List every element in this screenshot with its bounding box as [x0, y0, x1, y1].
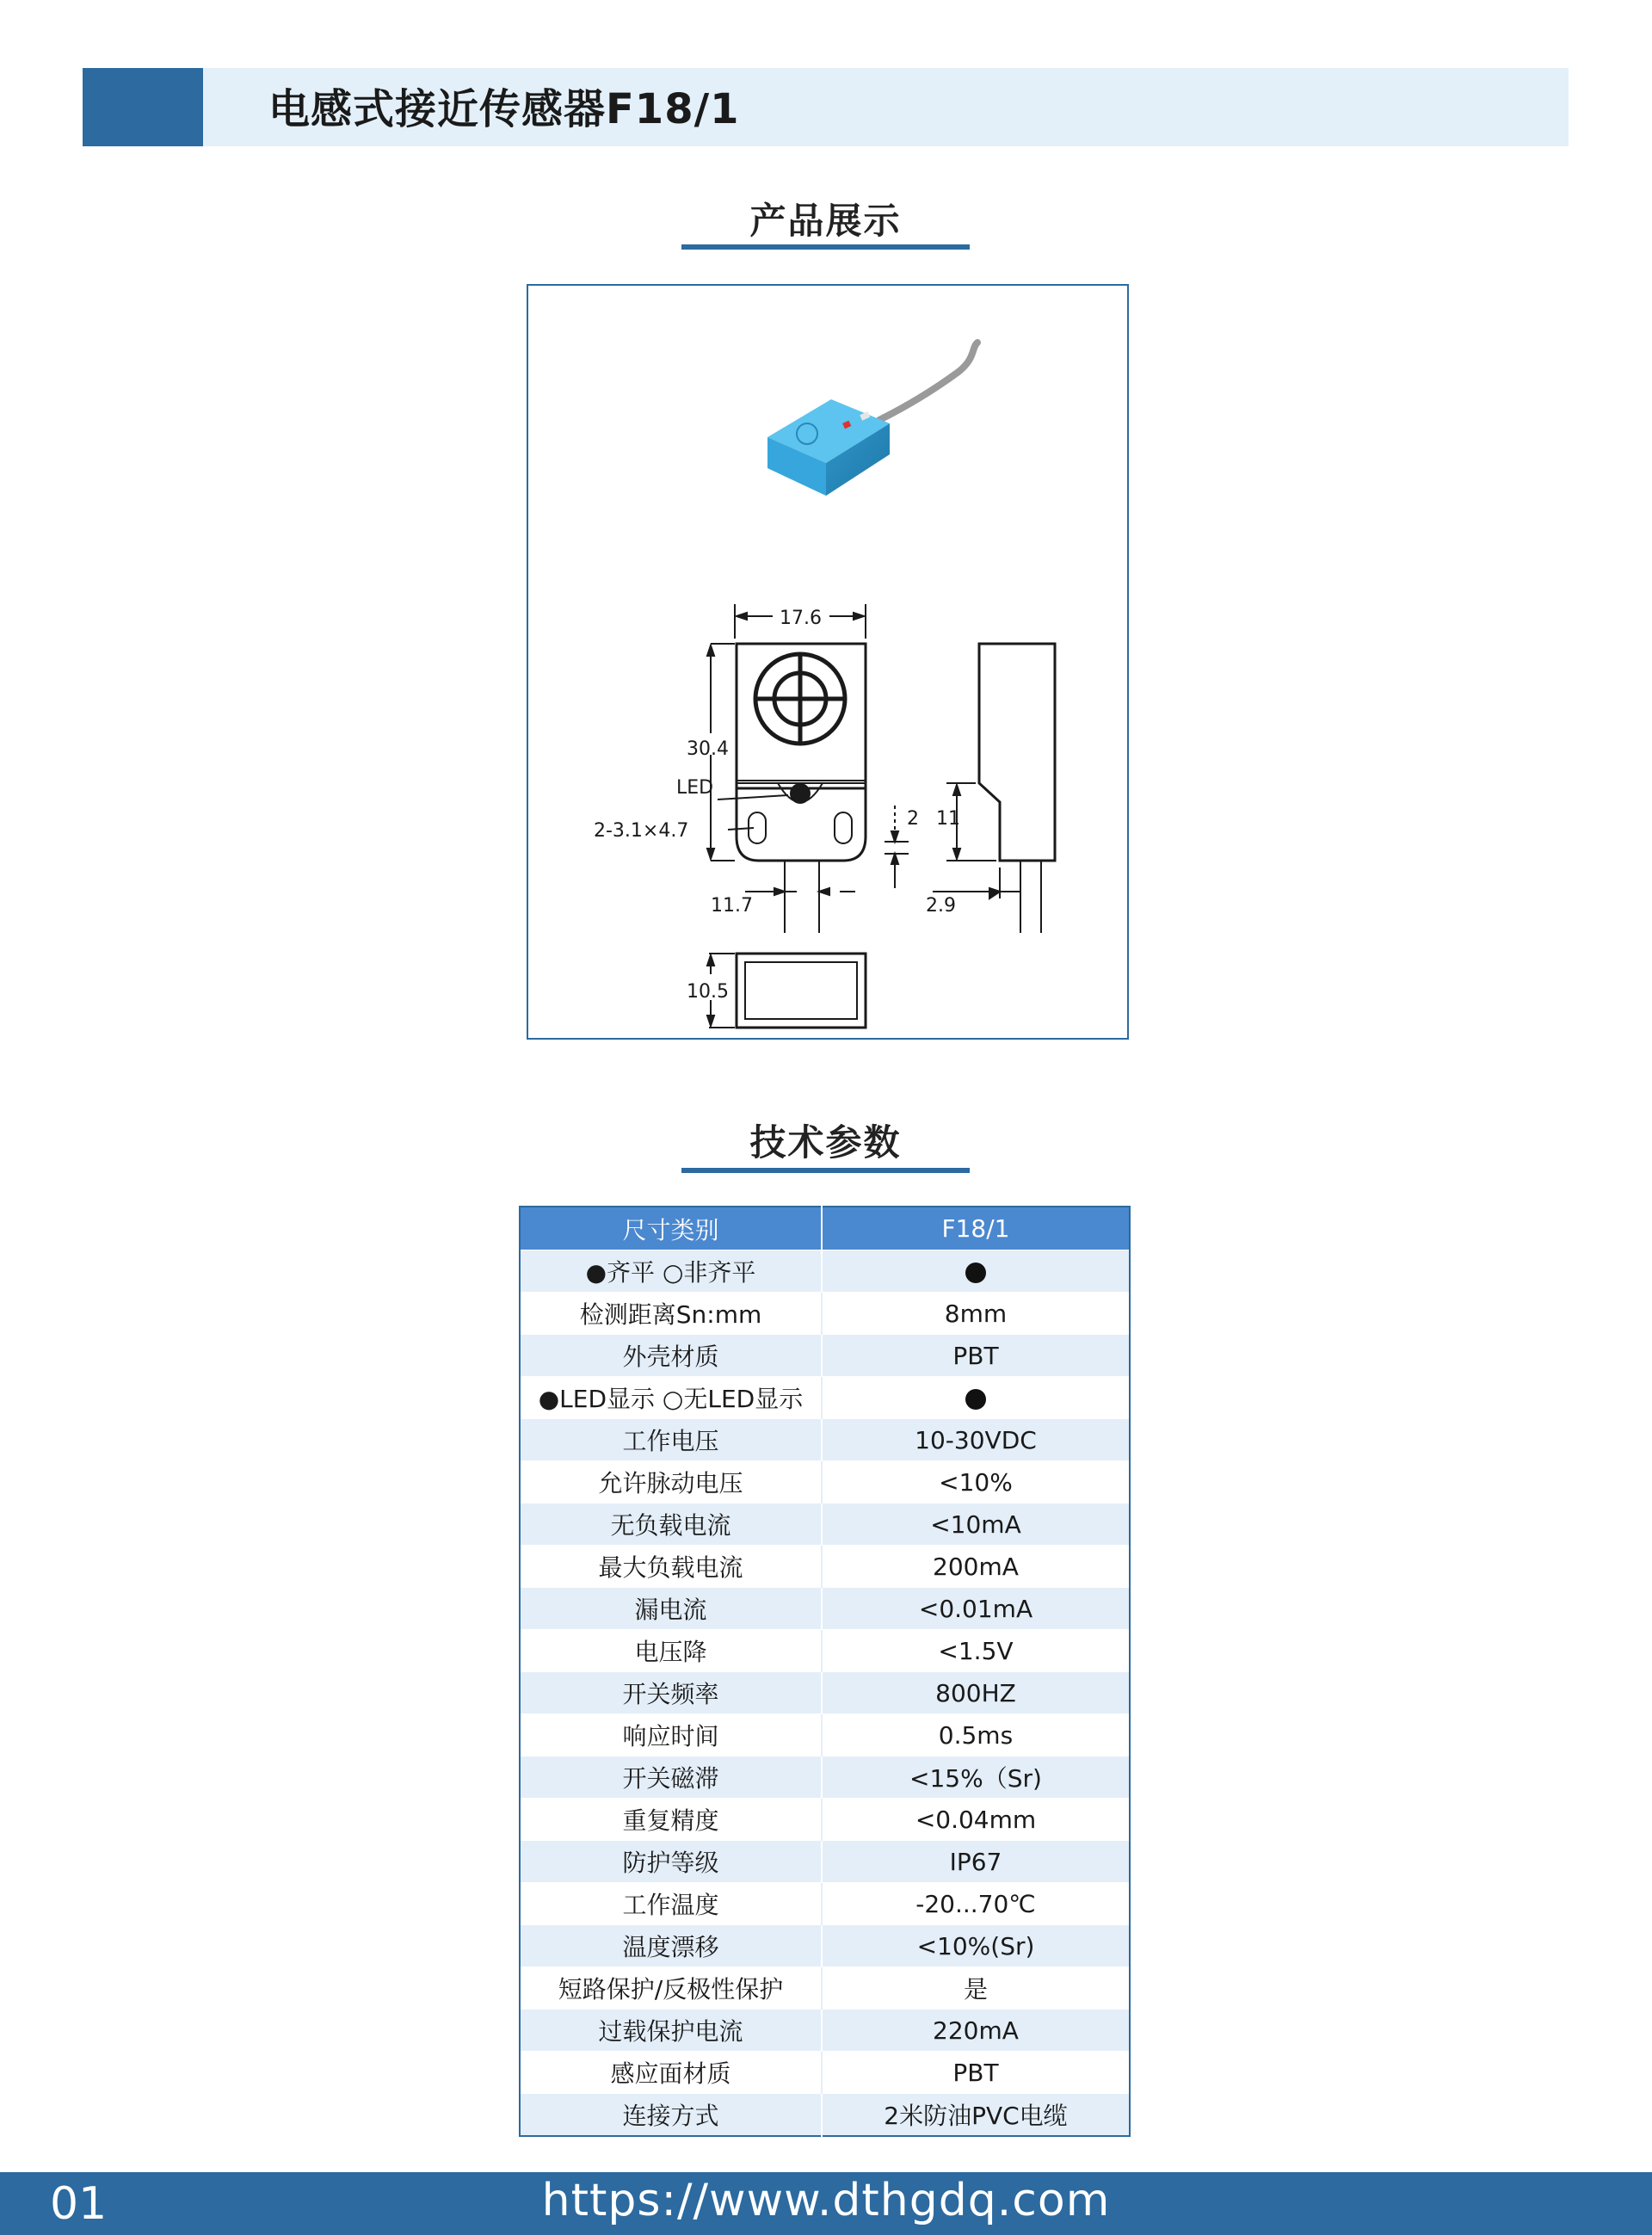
dim-width-label: 17.6: [780, 608, 822, 629]
spec-label: 短路保护/反极性保护: [520, 1967, 822, 2010]
dim-led-label: LED: [676, 777, 714, 799]
filled-dot-icon: [965, 1263, 986, 1283]
spec-value: 10-30VDC: [822, 1419, 1130, 1461]
spec-value: 800HZ: [822, 1672, 1130, 1714]
spec-value: <10mA: [822, 1503, 1130, 1546]
table-row: [520, 1461, 1130, 1503]
page-title: 电感式接近传感器F18/1: [268, 85, 740, 133]
spec-value: 220mA: [822, 2010, 1130, 2052]
spec-value: 0.5ms: [822, 1714, 1130, 1757]
table-row: [520, 1672, 1130, 1714]
spec-value: <1.5V: [822, 1630, 1130, 1672]
spec-label: 开关磁滞: [520, 1757, 822, 1799]
table-row: [520, 2094, 1130, 2137]
dim-11-label: 11: [936, 808, 960, 830]
table-row: [520, 2052, 1130, 2094]
table-row: [520, 2010, 1130, 2052]
dim-holes-label: 2-3.1×4.7: [594, 820, 689, 842]
sensor-illustration: [528, 286, 1127, 1038]
spec-value: <0.04mm: [822, 1799, 1130, 1841]
spec-label: 响应时间: [520, 1714, 822, 1757]
header-accent-block: [83, 68, 203, 146]
table-row: [520, 1546, 1130, 1588]
spec-value: <10%: [822, 1461, 1130, 1503]
spec-value: <15%（Sr): [822, 1757, 1130, 1799]
dim-hole-spacing-label: 11.7: [711, 895, 753, 917]
spec-label: 连接方式: [520, 2094, 822, 2137]
table-row: [520, 1503, 1130, 1546]
spec-label: 防护等级: [520, 1841, 822, 1883]
footer-url[interactable]: https://www.dthgdq.com: [541, 2175, 1111, 2226]
sensor-photo: [767, 399, 890, 496]
table-row: [520, 1757, 1130, 1799]
table-row: [520, 1335, 1130, 1377]
spec-value: PBT: [822, 1335, 1130, 1377]
spec-label: 外壳材质: [520, 1335, 822, 1377]
table-row: [520, 1588, 1130, 1630]
spec-label: 过载保护电流: [520, 2010, 822, 2052]
table-row: [520, 1967, 1130, 2010]
technical-drawing: [707, 604, 1055, 1028]
spec-label: 工作电压: [520, 1419, 822, 1461]
table-row: [520, 1377, 1130, 1419]
spec-value: 200mA: [822, 1546, 1130, 1588]
spec-label: 最大负载电流: [520, 1546, 822, 1588]
table-row: [520, 1841, 1130, 1883]
sensor-cable: [879, 343, 977, 420]
section-title-specs: 技术参数: [749, 1121, 902, 1164]
spec-value: -20...70℃: [822, 1883, 1130, 1925]
spec-value: <10%(Sr): [822, 1925, 1130, 1967]
table-header-category: 尺寸类别: [520, 1207, 822, 1250]
table-row: [520, 1799, 1130, 1841]
table-row: [520, 1419, 1130, 1461]
dim-thickness-label: 10.5: [687, 981, 729, 1003]
spec-label: 漏电流: [520, 1588, 822, 1630]
spec-label: ●齐平 ○非齐平: [520, 1250, 822, 1293]
spec-table: [519, 1206, 1131, 2137]
filled-dot-icon: [965, 1389, 986, 1410]
spec-value: [822, 1250, 1130, 1293]
spec-label: 无负载电流: [520, 1503, 822, 1546]
spec-value: [822, 1377, 1130, 1419]
table-row: [520, 1250, 1130, 1293]
spec-value: PBT: [822, 2052, 1130, 2094]
dim-2-9-label: 2.9: [926, 895, 956, 917]
dim-2-label: 2: [907, 808, 919, 830]
table-row: [520, 1883, 1130, 1925]
spec-value: 是: [822, 1967, 1130, 2010]
dim-height-label: 30.4: [687, 738, 729, 760]
table-row: [520, 1714, 1130, 1757]
table-header-row: [520, 1207, 1130, 1250]
spec-label: 温度漂移: [520, 1925, 822, 1967]
spec-label: ●LED显示 ○无LED显示: [520, 1377, 822, 1419]
table-row: [520, 1293, 1130, 1335]
table-header-model: F18/1: [822, 1207, 1130, 1250]
spec-label: 工作温度: [520, 1883, 822, 1925]
spec-value: 2米防油PVC电缆: [822, 2094, 1130, 2137]
product-image-frame: [527, 284, 1129, 1040]
spec-label: 电压降: [520, 1630, 822, 1672]
spec-label: 重复精度: [520, 1799, 822, 1841]
page-number: 01: [50, 2178, 108, 2230]
spec-value: <0.01mA: [822, 1588, 1130, 1630]
spec-label: 开关频率: [520, 1672, 822, 1714]
spec-label: 检测距离Sn:mm: [520, 1293, 822, 1335]
spec-label: 允许脉动电压: [520, 1461, 822, 1503]
table-row: [520, 1630, 1130, 1672]
spec-label: 感应面材质: [520, 2052, 822, 2094]
table-row: [520, 1925, 1130, 1967]
spec-value: 8mm: [822, 1293, 1130, 1335]
section-title-product: 产品展示: [749, 200, 902, 242]
section-underline-specs: [681, 1168, 970, 1173]
section-underline-product: [681, 244, 970, 250]
spec-value: IP67: [822, 1841, 1130, 1883]
